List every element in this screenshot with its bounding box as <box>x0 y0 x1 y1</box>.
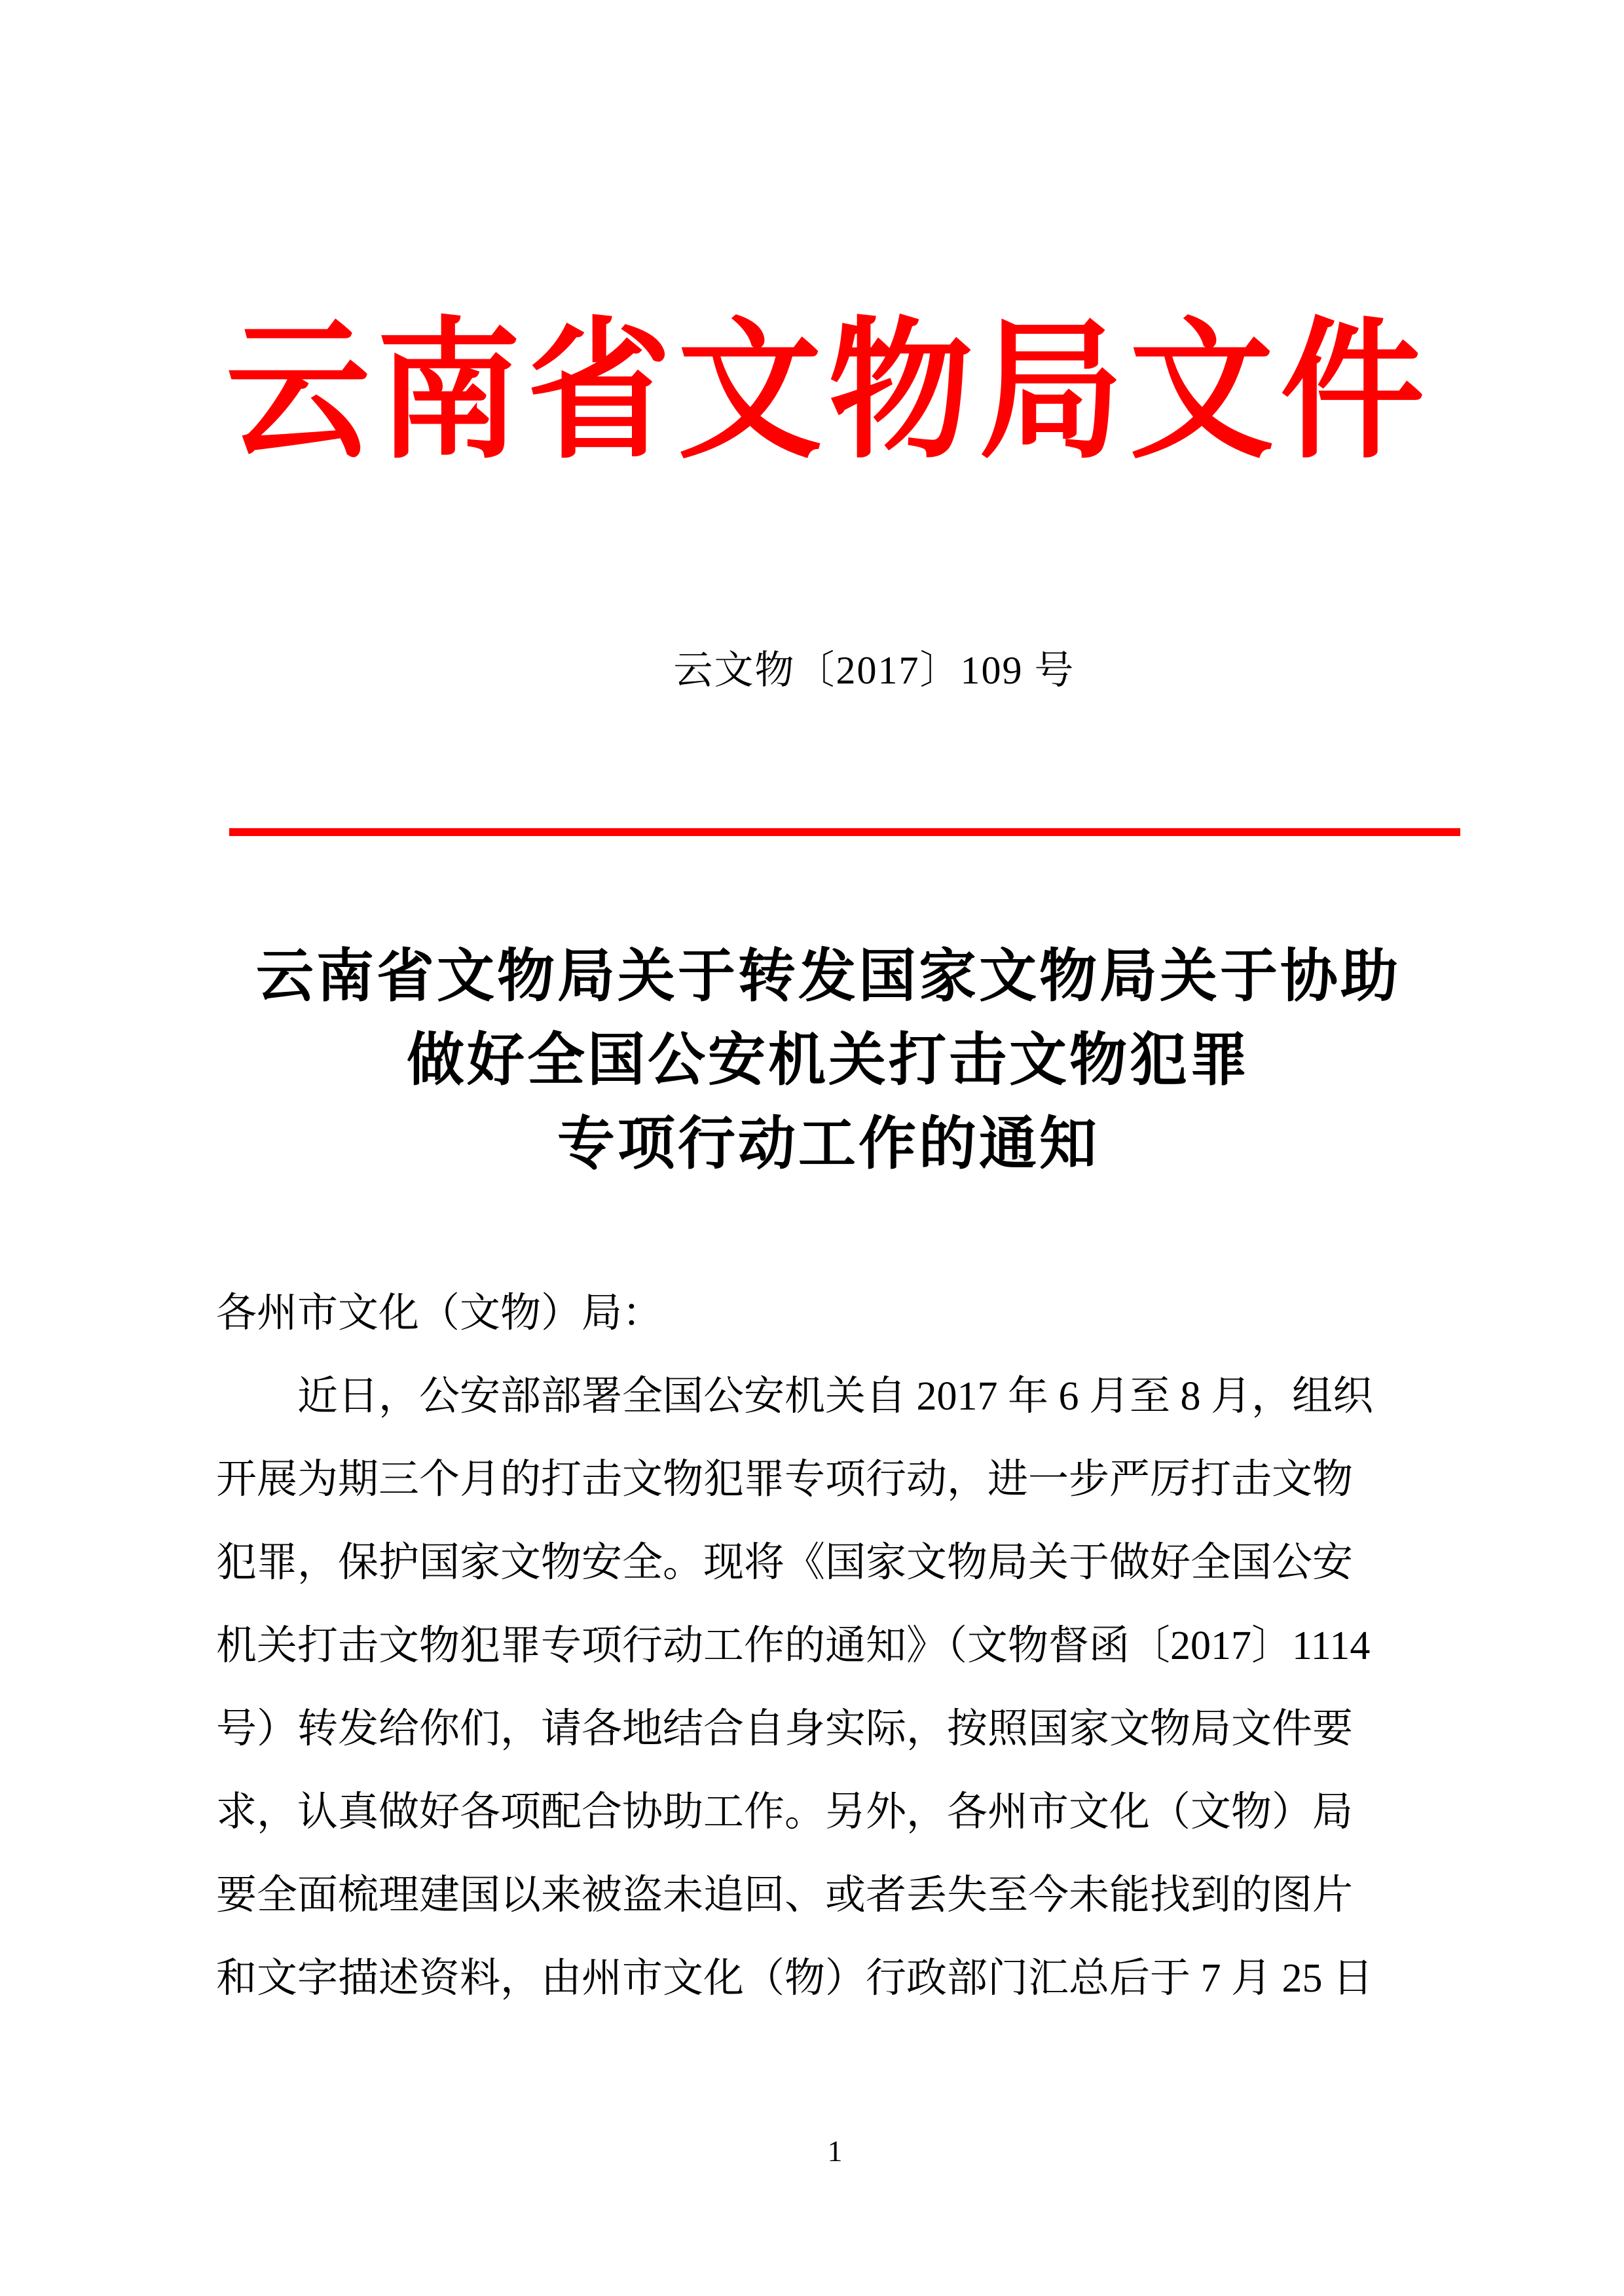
document-title-line-2: 做好全国公安机关打击文物犯罪 <box>406 1029 1250 1093</box>
page-number: 1 <box>827 2134 843 2168</box>
red-banner-title: 云南省文物局文件 <box>225 308 1431 477</box>
document-title-line-1: 云南省文物局关于转发国家文物局关于协助 <box>255 945 1401 1009</box>
red-divider-rule <box>229 828 1460 836</box>
paragraph-line: 求，认真做好各项配合协助工作。另外，各州市文化（文物）局 <box>216 1790 1354 1834</box>
paragraph-line: 开展为期三个月的打击文物犯罪专项行动，进一步严厉打击文物 <box>216 1457 1354 1502</box>
paragraph-line: 号）转发给你们，请各地结合自身实际，按照国家文物局文件要 <box>216 1707 1354 1751</box>
paragraph-line: 近日，公安部部署全国公安机关自 2017 年 6 月至 8 月，组织 <box>297 1374 1374 1419</box>
document-number: 云文物〔2017〕109 号 <box>673 649 1075 692</box>
salutation: 各州市文化（文物）局： <box>216 1291 663 1336</box>
document-title-line-3: 专项行动工作的通知 <box>557 1113 1099 1176</box>
paragraph-line: 和文字描述资料，由州市文化（物）行政部门汇总后于 7 月 25 日 <box>216 1956 1374 2001</box>
paragraph-line: 要全面梳理建国以来被盗未追回、或者丢失至今未能找到的图片 <box>216 1873 1354 1918</box>
paragraph-line: 犯罪，保护国家文物安全。现将《国家文物局关于做好全国公安 <box>216 1540 1354 1585</box>
paragraph-line: 机关打击文物犯罪专项行动工作的通知》（文物督函〔2017〕1114 <box>216 1624 1371 1668</box>
body-paragraph <box>216 1355 1441 2020</box>
document-title <box>216 936 1441 1187</box>
